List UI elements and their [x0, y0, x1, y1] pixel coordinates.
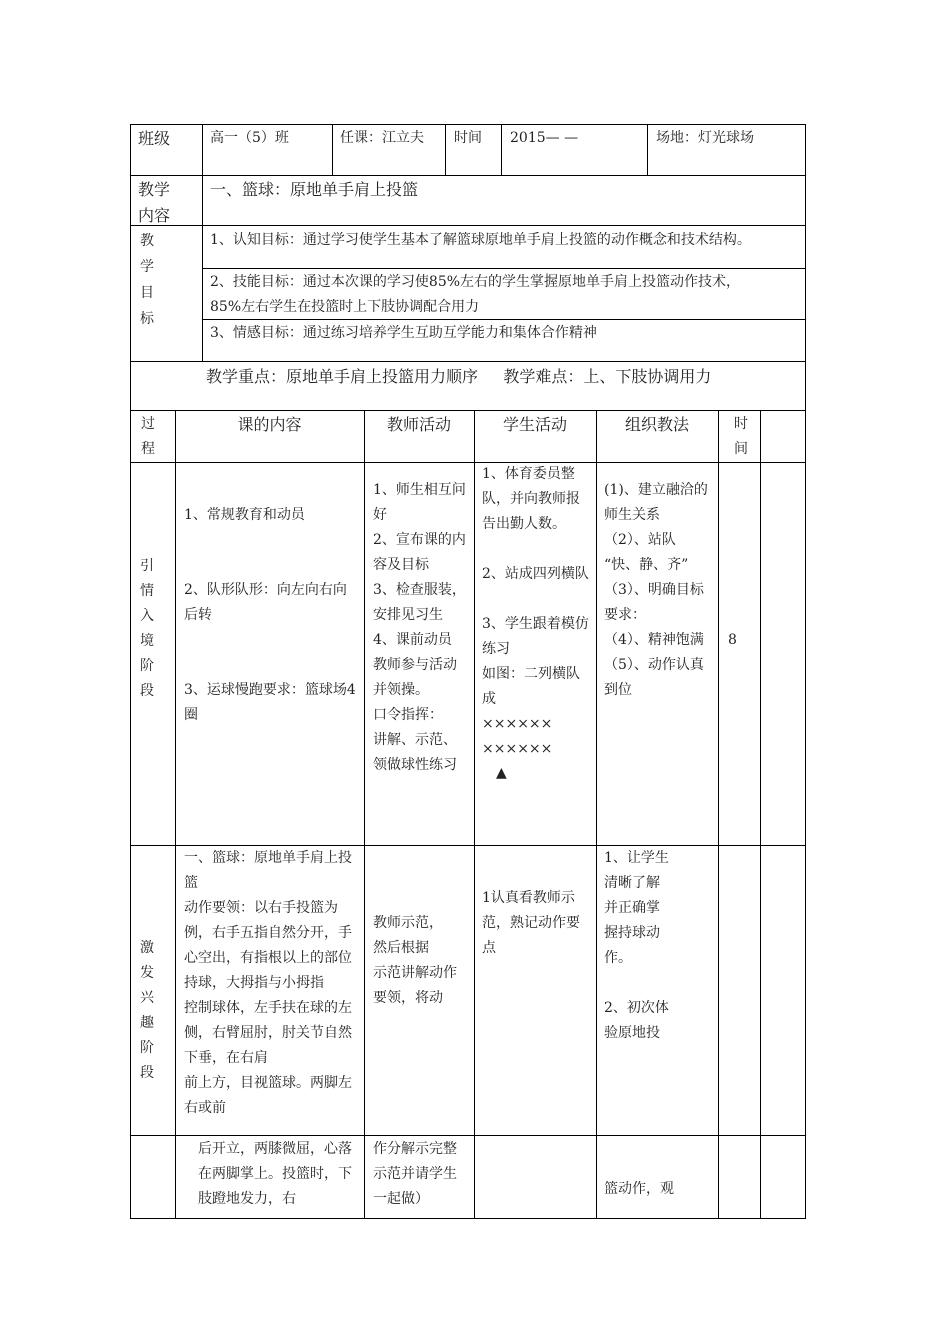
- stage3-organization: 篮动作，观: [604, 1181, 674, 1197]
- col-process: 过程: [141, 416, 155, 457]
- col-time: 时间: [734, 416, 748, 457]
- content-label: 教学 内容: [138, 180, 171, 225]
- lesson-date: 2015— —: [510, 130, 579, 146]
- stage1-student: 1、体育委员整队，并向教师报告出勤人数。 2、站成四列横队 3、学生跟着模仿练习 如图：二列横队成 ×××××× ××××××: [482, 466, 589, 757]
- goal-cognitive: 1、认知目标：通过学习使学生基本了解篮球原地单手肩上投篮的动作概念和技术结构。: [210, 232, 751, 248]
- stage2-name: 激发兴趣阶段: [140, 940, 154, 1081]
- stage1-name: 引情入境阶段: [140, 558, 154, 699]
- key-points: 教学重点：原地单手肩上投篮用力顺序 教学难点：上、下肢协调用力: [206, 367, 712, 386]
- time-label: 时间: [454, 130, 482, 146]
- goals-label: 教学目标: [140, 233, 154, 327]
- stage3-teacher: 作分解示完整示范并请学生一起做）: [373, 1141, 457, 1207]
- col-student: 学生活动: [502, 415, 567, 434]
- stage1-student-marker: ▲: [496, 765, 507, 781]
- col-teacher: 教师活动: [386, 415, 451, 434]
- col-content: 课的内容: [237, 415, 302, 434]
- venue: 场地：灯光球场: [656, 130, 754, 146]
- content-value: 一、篮球：原地单手肩上投篮: [210, 180, 419, 199]
- stage2-teacher: 教师示范， 然后根据 示范讲解动作要领，将动: [373, 915, 457, 1006]
- col-organization: 组织教法: [624, 415, 689, 434]
- goal-skill: 2、技能目标：通过本次课的学习使85%左右的学生掌握原地单手肩上投篮动作技术， 85%左右学生在投篮时上下肢协调配合用力: [210, 274, 741, 315]
- teacher-name: 任课：江立夫: [340, 130, 424, 146]
- class-value: 高一（5）班: [210, 130, 289, 146]
- stage1-content: 1、常规教育和动员 2、队形队形：向左向右向后转 3、运球慢跑要求：篮球场4圈: [184, 507, 356, 723]
- stage1-teacher: 1、师生相互问好 2、宣布课的内容及目标 3、检查服装，安排见习生 4、课前动员 教师参与活动并领操。 口令指挥： 讲解、示范、领做球性练习: [373, 482, 466, 773]
- stage2-content: 一、篮球：原地单手肩上投篮 动作要领：以右手投篮为例，右手五指自然分开，手心空出，有指根以上的部位持球，大拇指与小拇指 控制球体，左手扶在球的左侧，右臂屈肘，肘关节自然下垂，在右肩 前上方，目视篮球。两脚左右或前: [184, 850, 352, 1116]
- goal-affective: 3、情感目标：通过练习培养学生互助互学能力和集体合作精神: [210, 325, 597, 341]
- stage2-organization: 1、让学生 清晰了解 并正确掌 握持球动 作。 2、初次体 验原地投: [604, 850, 669, 1041]
- stage3-content: 后开立，两膝微屈，心落在两脚掌上。投篮时，下肢蹬地发力，右: [198, 1141, 352, 1207]
- stage1-organization: (1)、建立融洽的师生关系 （2）、站队 “快、静、齐” （3）、明确目标要求： （4）、精神饱满 （5）、动作认真到位: [604, 482, 708, 698]
- class-label: 班级: [138, 129, 171, 148]
- stage1-time: 8: [728, 632, 737, 648]
- stage2-student: 1认真看教师示范，熟记动作要点: [482, 890, 580, 956]
